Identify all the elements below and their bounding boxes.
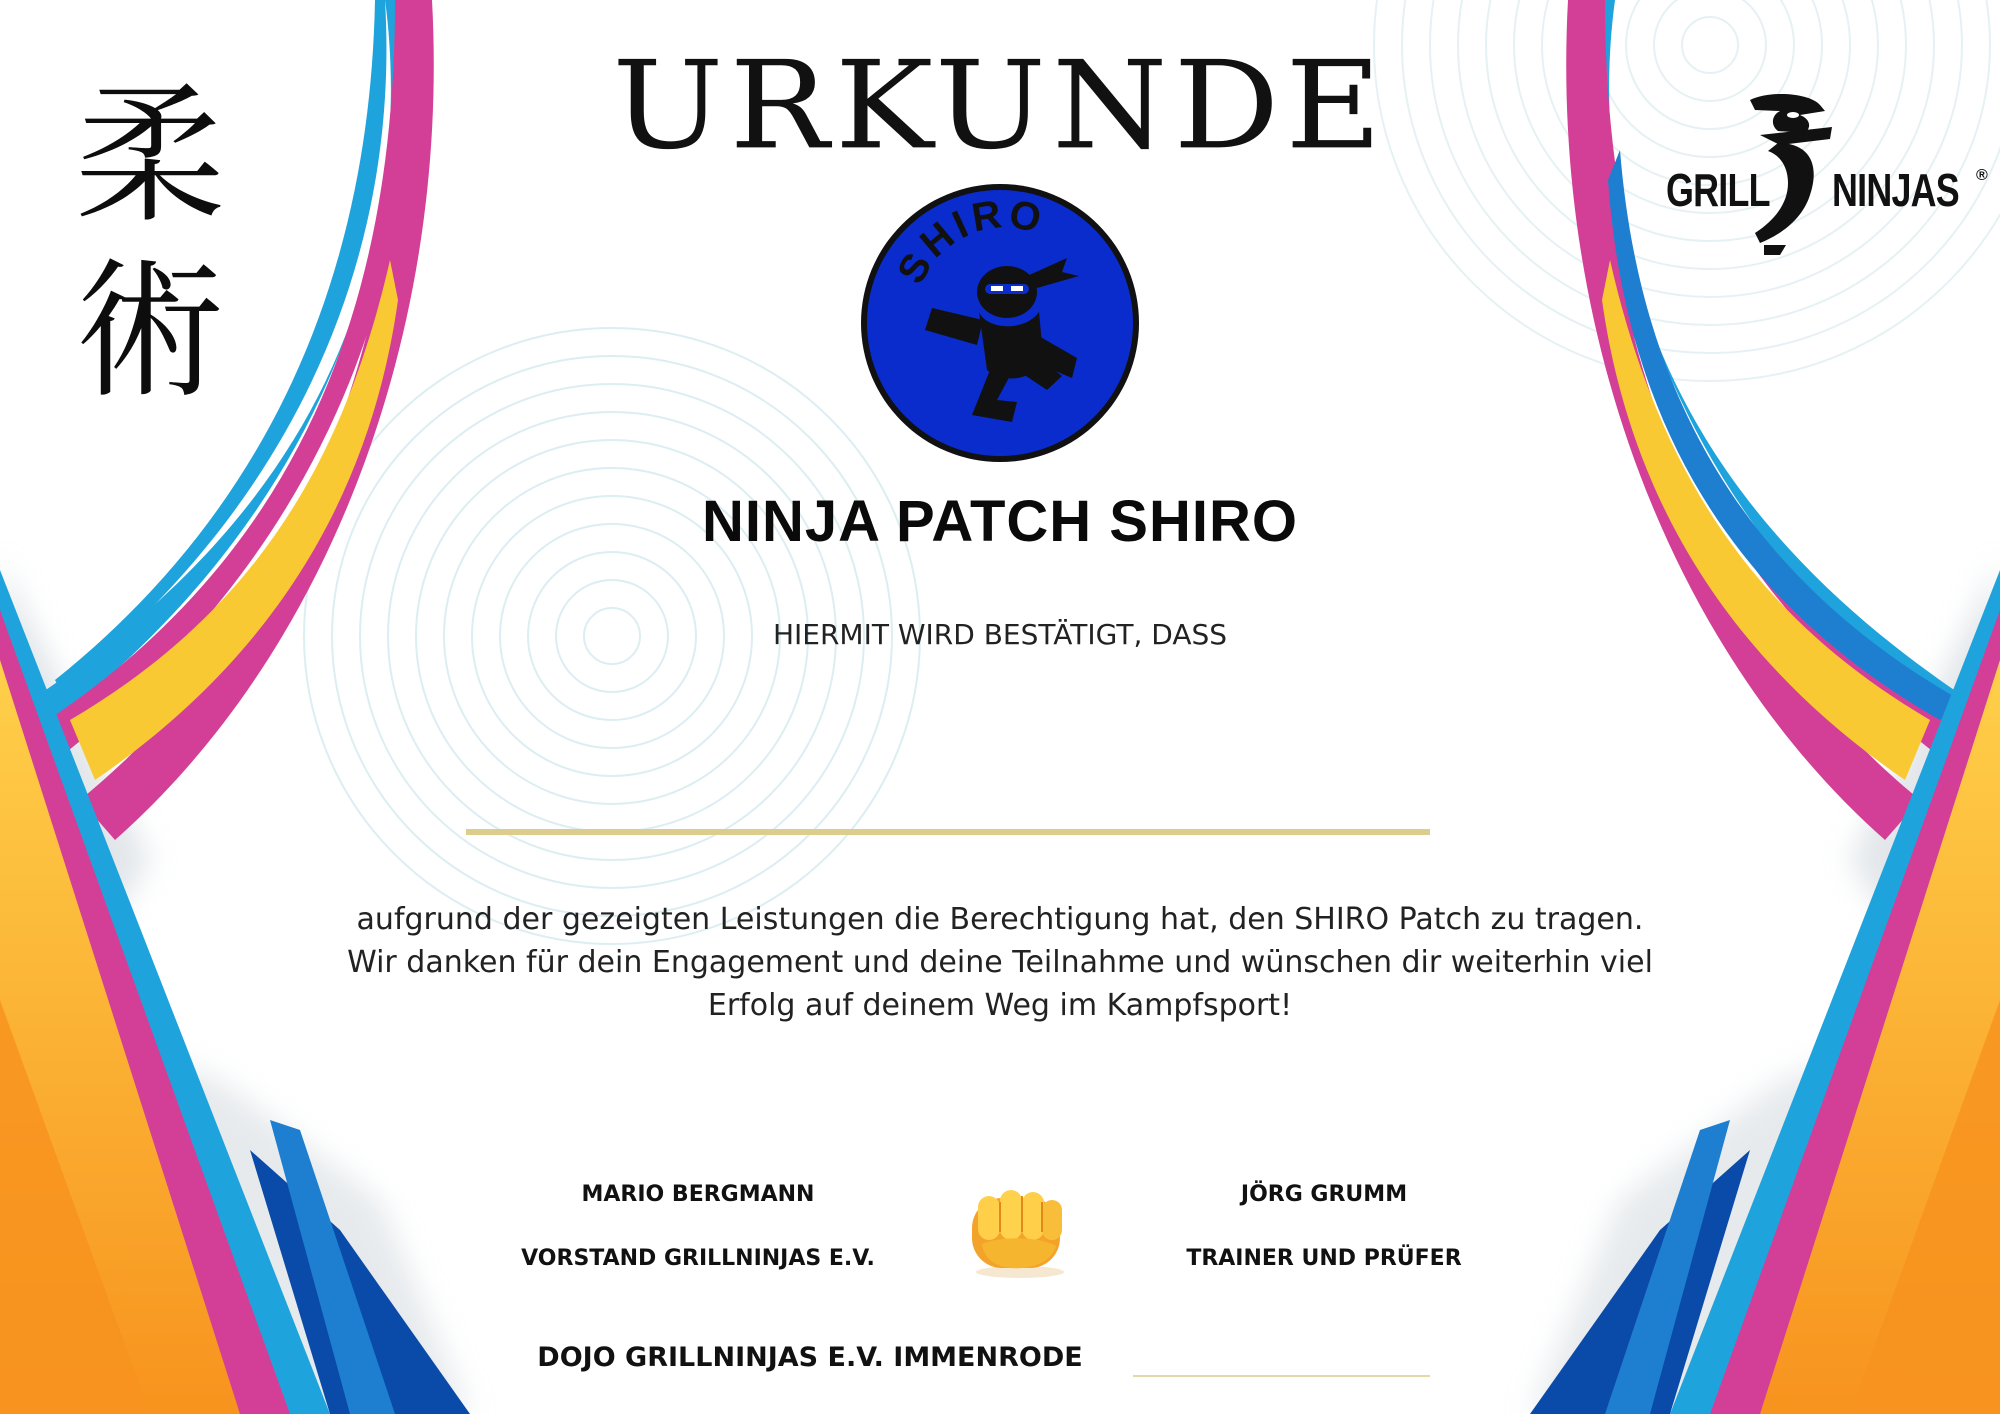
kanji-jujutsu (50, 70, 250, 420)
footer-signature-line (1133, 1375, 1430, 1377)
kanji-char-1: 柔 (74, 70, 225, 244)
signatory-1-role: VORSTAND GRILLNINJAS E.V. (521, 1246, 875, 1271)
dojo-footer: DOJO GRILLNINJAS E.V. IMMENRODE (537, 1342, 1083, 1373)
grillninjas-logo (1660, 85, 1990, 255)
confirmation-subheading: HIERMIT WIRD BESTÄTIGT, DASS (772, 618, 1228, 651)
certificate-title: URKUNDE (612, 35, 1388, 177)
signatory-2-name: JÖRG GRUMM (1240, 1182, 1408, 1207)
ninja-patch-icon (857, 180, 1143, 466)
body-line-2: Wir danken für dein Engagement und deine Teilnahme und wünschen dir weiterhin viel (347, 945, 1653, 980)
signatory-2-role: TRAINER UND PRÜFER (1186, 1246, 1462, 1271)
body-line-1: aufgrund der gezeigten Leistungen die Berechtigung hat, den SHIRO Patch zu tragen. (356, 902, 1644, 937)
certificate-body (330, 898, 1670, 1027)
body-line-3: Erfolg auf deinem Weg im Kampfsport! (707, 988, 1293, 1023)
kanji-char-2: 術 (74, 245, 225, 419)
shiro-patch (857, 180, 1143, 466)
recipient-name-line (466, 829, 1430, 835)
brand-word-ninjas: NINJAS (1832, 164, 1959, 216)
fist-bump-icon (960, 1180, 1080, 1280)
registered-mark: ® (1976, 167, 1988, 184)
certificate-heading: NINJA PATCH SHIRO (702, 489, 1298, 554)
brand-word-grill: GRILL (1666, 164, 1770, 216)
signatory-1-name: MARIO BERGMANN (581, 1182, 815, 1207)
patch-label-path: SHIRO (889, 191, 1049, 291)
